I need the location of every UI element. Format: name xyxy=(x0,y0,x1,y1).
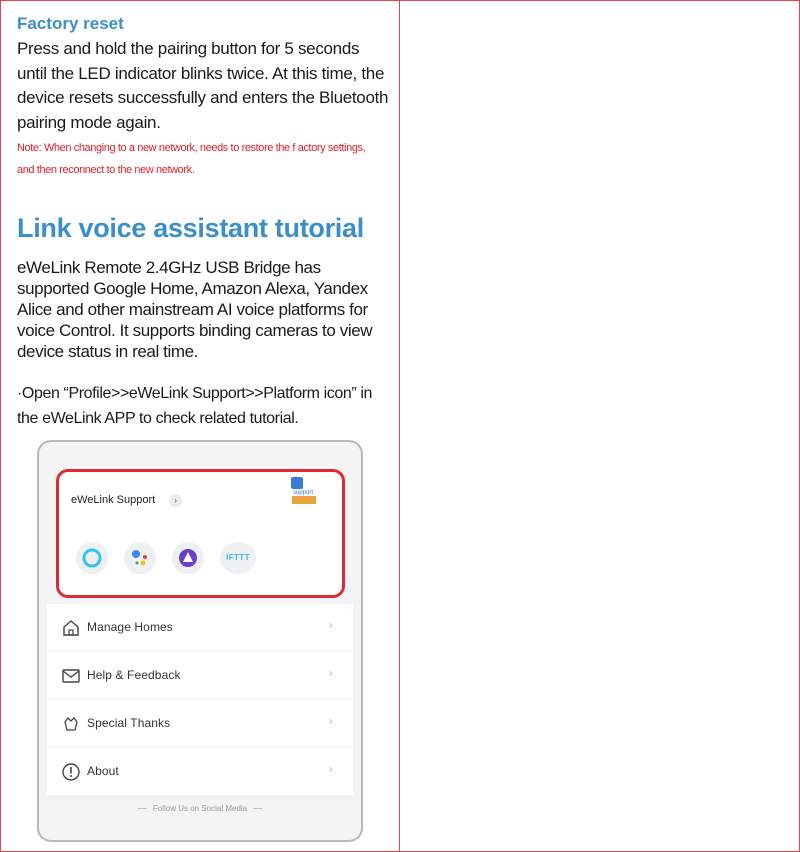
menu-item-manage-homes[interactable] xyxy=(47,604,353,652)
profile-menu xyxy=(47,604,353,795)
badge-text: support xyxy=(293,490,314,496)
menu-item-help-feedback[interactable] xyxy=(47,652,353,700)
info-icon xyxy=(61,762,81,782)
voice-tutorial-instruction: ·Open “Profile>>eWeLink Support>>Platform icon” in the eWeLink APP to check related tutorial. xyxy=(17,385,373,427)
chevron-right-icon: › xyxy=(329,714,333,728)
thanks-icon xyxy=(61,714,81,734)
voice-tutorial-body: eWeLink Remote 2.4GHz USB Bridge has supported Google Home, Amazon Alexa, Yandex Alice and other mainstream AI voice platforms for voice Control. It supports binding cameras to view device status in real time. xyxy=(17,258,373,361)
chevron-right-icon: › xyxy=(329,618,333,632)
factory-reset-note: Note: When changing to a new network, needs to restore the f actory settings, and then reconnect to the new network. xyxy=(17,142,366,176)
home-icon xyxy=(61,618,81,638)
chevron-right-icon: › xyxy=(169,494,182,507)
support-badge-icon xyxy=(290,476,318,506)
mail-icon xyxy=(61,666,81,686)
factory-reset-heading: Factory reset xyxy=(17,14,124,33)
alexa-icon[interactable] xyxy=(76,542,108,574)
footer-label: Follow Us on Social Media xyxy=(152,804,248,813)
factory-reset-body: Press and hold the pairing button for 5 seconds until the LED indicator blinks twice. At this time, the device resets successfully and enters the Bluetooth pairing mode again. xyxy=(17,39,389,132)
phone-screenshot xyxy=(37,440,363,842)
menu-item-label: Manage Homes xyxy=(87,620,173,634)
menu-item-special-thanks[interactable] xyxy=(47,700,353,748)
menu-item-label: Help & Feedback xyxy=(87,668,181,682)
chevron-right-icon: › xyxy=(329,666,333,680)
ifttt-icon[interactable]: IFTTT xyxy=(220,542,256,574)
ewelink-support-card[interactable] xyxy=(56,469,345,598)
divider-line xyxy=(253,808,263,809)
divider-line xyxy=(137,808,147,809)
menu-item-label: Special Thanks xyxy=(87,716,171,730)
chevron-right-icon: › xyxy=(329,762,333,776)
menu-item-label: About xyxy=(87,764,119,778)
menu-item-about[interactable] xyxy=(47,748,353,795)
social-footer[interactable] xyxy=(39,804,361,813)
voice-tutorial-heading: Link voice assistant tutorial xyxy=(17,213,364,243)
column-divider xyxy=(399,0,400,852)
support-title: eWeLink Support xyxy=(71,494,156,506)
voice-platforms-row xyxy=(76,542,256,574)
yandex-alice-icon[interactable] xyxy=(172,542,204,574)
google-assistant-icon[interactable] xyxy=(124,542,156,574)
